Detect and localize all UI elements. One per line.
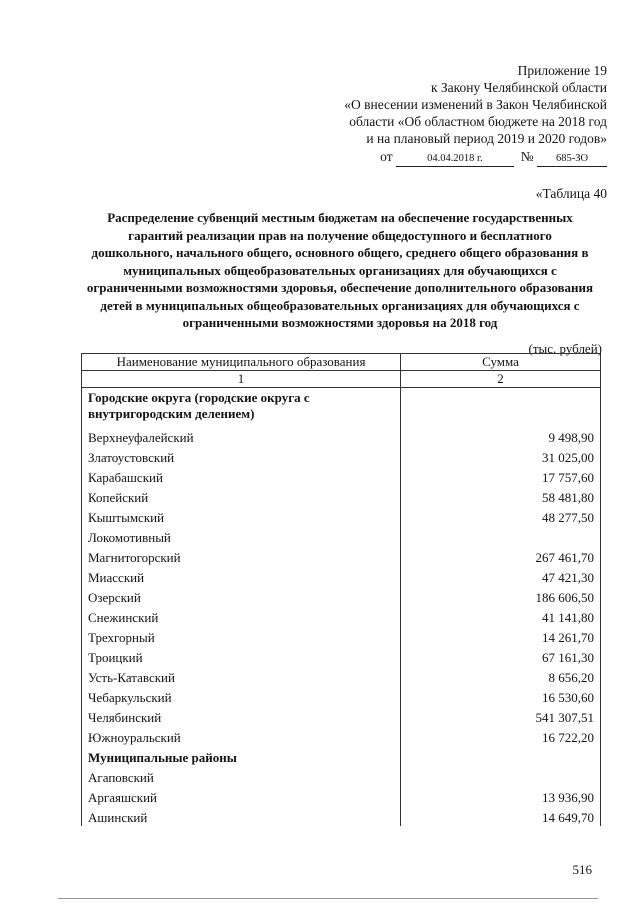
table-row	[82, 566, 601, 586]
table-row	[82, 526, 601, 546]
municipality-name: Аргаяшский	[82, 786, 401, 806]
table-row	[82, 606, 601, 626]
sum-value: 186 606,50	[401, 586, 601, 606]
appendix-header	[307, 62, 607, 167]
sum-value	[401, 766, 601, 786]
sum-value	[401, 526, 601, 546]
table-row	[82, 706, 601, 726]
sum-value: 16 722,20	[401, 726, 601, 746]
table-row	[82, 486, 601, 506]
municipality-name: Локомотивный	[82, 526, 401, 546]
law-number: 685-ЗО	[537, 152, 607, 167]
table-row	[82, 426, 601, 446]
column-number: 1	[82, 371, 401, 388]
table-row	[82, 686, 601, 706]
law-title-line: «О внесении изменений в Закон Челябинской	[344, 97, 607, 112]
law-reference-line: к Закону Челябинской области	[430, 80, 607, 95]
column-number: 2	[401, 371, 601, 388]
sum-value: 9 498,90	[401, 426, 601, 446]
municipality-name: Магнитогорский	[82, 546, 401, 566]
sum-value: 31 025,00	[401, 446, 601, 466]
table-row	[82, 466, 601, 486]
law-title-line: и на плановый период 2019 и 2020 годов»	[366, 131, 607, 146]
sum-value: 13 936,90	[401, 786, 601, 806]
sum-value: 14 261,70	[401, 626, 601, 646]
table-row	[82, 446, 601, 466]
municipality-name: Чебаркульский	[82, 686, 401, 706]
sum-value: 41 141,80	[401, 606, 601, 626]
sum-value: 47 421,30	[401, 566, 601, 586]
municipality-name: Карабашский	[82, 466, 401, 486]
sum-value: 14 649,70	[401, 806, 601, 826]
table-row	[82, 806, 601, 826]
table-row	[82, 786, 601, 806]
number-label: №	[520, 149, 534, 164]
table-label: «Таблица 40	[535, 186, 607, 201]
municipality-name: Копейский	[82, 486, 401, 506]
units-label: (тыс. рублей)	[528, 341, 602, 356]
table-header-row	[82, 354, 601, 371]
sum-value: 16 530,60	[401, 686, 601, 706]
appendix-line: Приложение 19	[517, 63, 607, 78]
sum-value: 541 307,51	[401, 706, 601, 726]
table-row	[82, 626, 601, 646]
municipality-name: Троицкий	[82, 646, 401, 666]
municipality-name: Усть-Катавский	[82, 666, 401, 686]
municipality-name: Трехгорный	[82, 626, 401, 646]
sum-value: 67 161,30	[401, 646, 601, 666]
table-row	[82, 646, 601, 666]
column-number-row	[82, 371, 601, 388]
sum-value: 267 461,70	[401, 546, 601, 566]
municipality-name: Миасский	[82, 566, 401, 586]
municipality-name: Южноуральский	[82, 726, 401, 746]
table-row	[82, 586, 601, 606]
section-row	[82, 388, 601, 427]
section-row	[82, 746, 601, 766]
law-date-number-line	[307, 148, 607, 167]
municipality-name: Кыштымский	[82, 506, 401, 526]
table-row	[82, 766, 601, 786]
law-title-line: области «Об областном бюджете на 2018 год	[349, 114, 607, 129]
section-title: Муниципальные районы	[82, 746, 401, 766]
sum-value: 17 757,60	[401, 466, 601, 486]
municipality-name: Челябинский	[82, 706, 401, 726]
sum-value: 48 277,50	[401, 506, 601, 526]
municipality-name: Озерский	[82, 586, 401, 606]
sum-value: 8 656,20	[401, 666, 601, 686]
header-sum: Сумма	[401, 354, 601, 371]
table-row	[82, 546, 601, 566]
section-title: Городские округа (городские округа с внутригородским делением)	[82, 388, 401, 427]
municipality-name: Ашинский	[82, 806, 401, 826]
bottom-rule	[58, 898, 598, 899]
subventions-table	[81, 353, 601, 826]
table-row	[82, 726, 601, 746]
document-title: Распределение субвенций местным бюджетам на обеспечение государственных гарантий реализации прав на получение общедоступного и бесплатного дошкольного, начального общего, основного общего, среднего общего образования в муниципальных общеобразовательных организациях для обучающихся с ограниченными возможностями здоровья, обеспечение дополнительного образования детей в муниципальных общеобразовательных организациях для обучающихся с ограниченными возможностями здоровья на 2018 год	[86, 210, 594, 330]
law-date: 04.04.2018 г.	[396, 152, 514, 167]
from-label: от	[380, 149, 393, 164]
municipality-name: Агаповский	[82, 766, 401, 786]
sum-value: 58 481,80	[401, 486, 601, 506]
table-row	[82, 666, 601, 686]
header-name: Наименование муниципального образования	[82, 354, 401, 371]
municipality-name: Снежинский	[82, 606, 401, 626]
table-row	[82, 506, 601, 526]
municipality-name: Златоустовский	[82, 446, 401, 466]
municipality-name: Верхнеуфалейский	[82, 426, 401, 446]
page-number: 516	[572, 862, 592, 877]
